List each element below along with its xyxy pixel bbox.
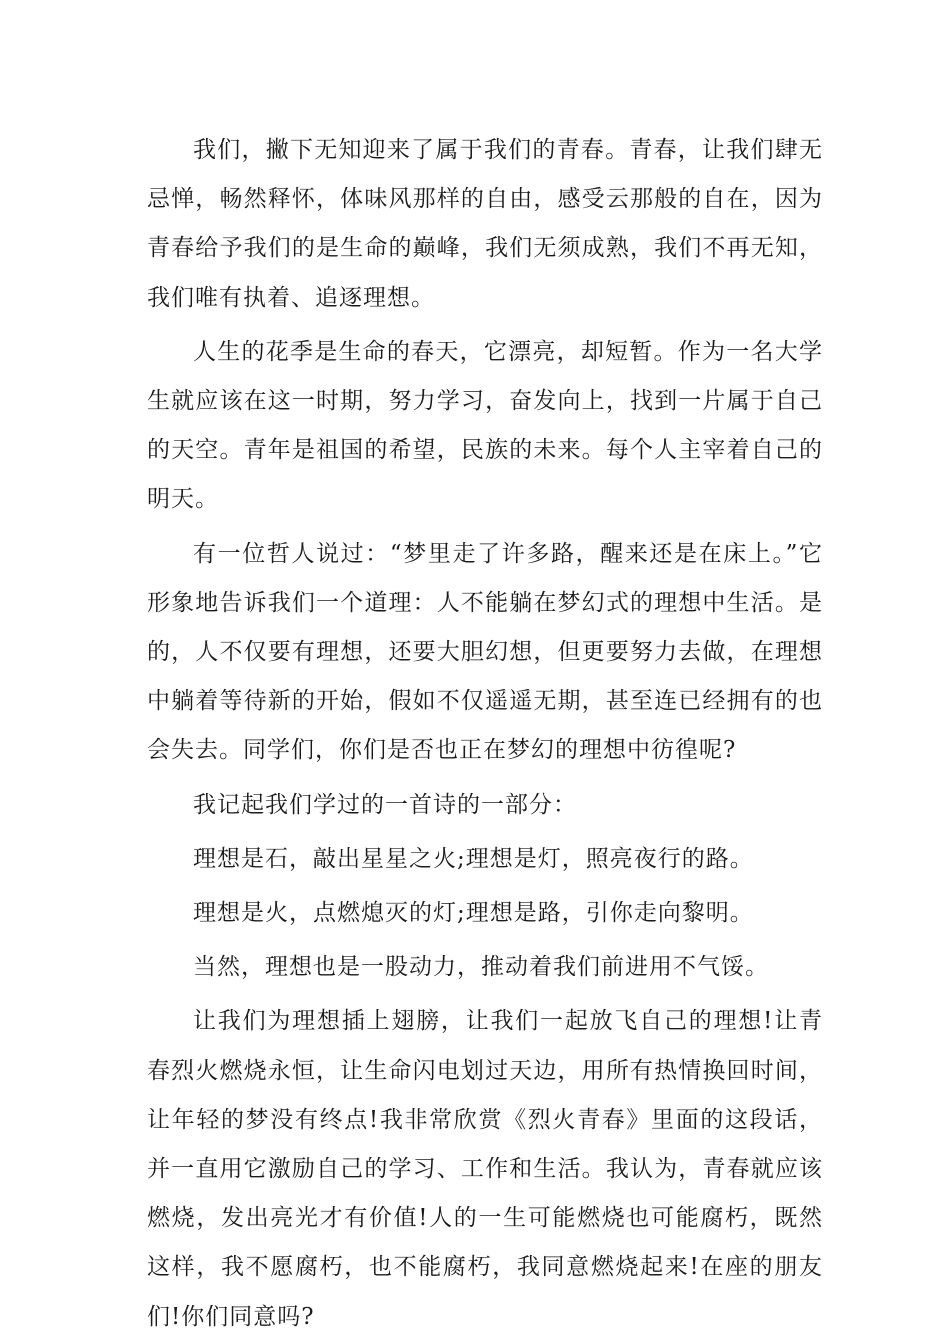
- paragraph-6: 让我们为理想插上翅膀，让我们一起放飞自己的理想!让青春烈火燃烧永恒，让生命闪电划过天边，用所有热情换回时间，让年轻的梦没有终点!我非常欣赏《烈火青春》里面的这段话，并一直用它激励自己的学习、工作和生活。我认为，青春就应该燃烧，发出亮光才有价值!人的一生可能燃烧也可能腐朽，既然这样，我不愿腐朽，也不能腐朽，我同意燃烧起来!在座的朋友们!你们同意吗?: [147, 1008, 823, 1330]
- paragraph-2: 人生的花季是生命的春天，它漂亮，却短暂。作为一名大学生就应该在这一时期，努力学习，奋发向上，找到一片属于自己的天空。青年是祖国的希望，民族的未来。每个人主宰着自己的明天。: [147, 338, 823, 513]
- paragraph-1: 我们，撇下无知迎来了属于我们的青春。青春，让我们肆无忌惮，畅然释怀，体味风那样的自由，感受云那般的自在，因为青春给予我们的是生命的巅峰，我们无须成熟，我们不再无知，我们唯有执着、追逐理想。: [147, 137, 823, 311]
- paragraph-5: 当然，理想也是一股动力，推动着我们前进用不气馁。: [193, 954, 769, 981]
- paragraph-3: 有一位哲人说过：“梦里走了许多路，醒来还是在床上。”它形象地告诉我们一个道理：人不能躺在梦幻式的理想中生活。是的，人不仅要有理想，还要大胆幻想，但更要努力去做，在理想中躺着等待新的开始，假如不仅遥遥无期，甚至连已经拥有的也会失去。同学们，你们是否也正在梦幻的理想中彷徨呢?: [147, 540, 823, 764]
- poem-line-2: 理想是火，点燃熄灭的灯;理想是路，引你走向黎明。: [193, 900, 754, 927]
- document-body: [147, 126, 823, 1342]
- paragraph-4: 我记起我们学过的一首诗的一部分：: [193, 791, 577, 818]
- poem-line-1: 理想是石，敲出星星之火;理想是灯，照亮夜行的路。: [193, 845, 754, 872]
